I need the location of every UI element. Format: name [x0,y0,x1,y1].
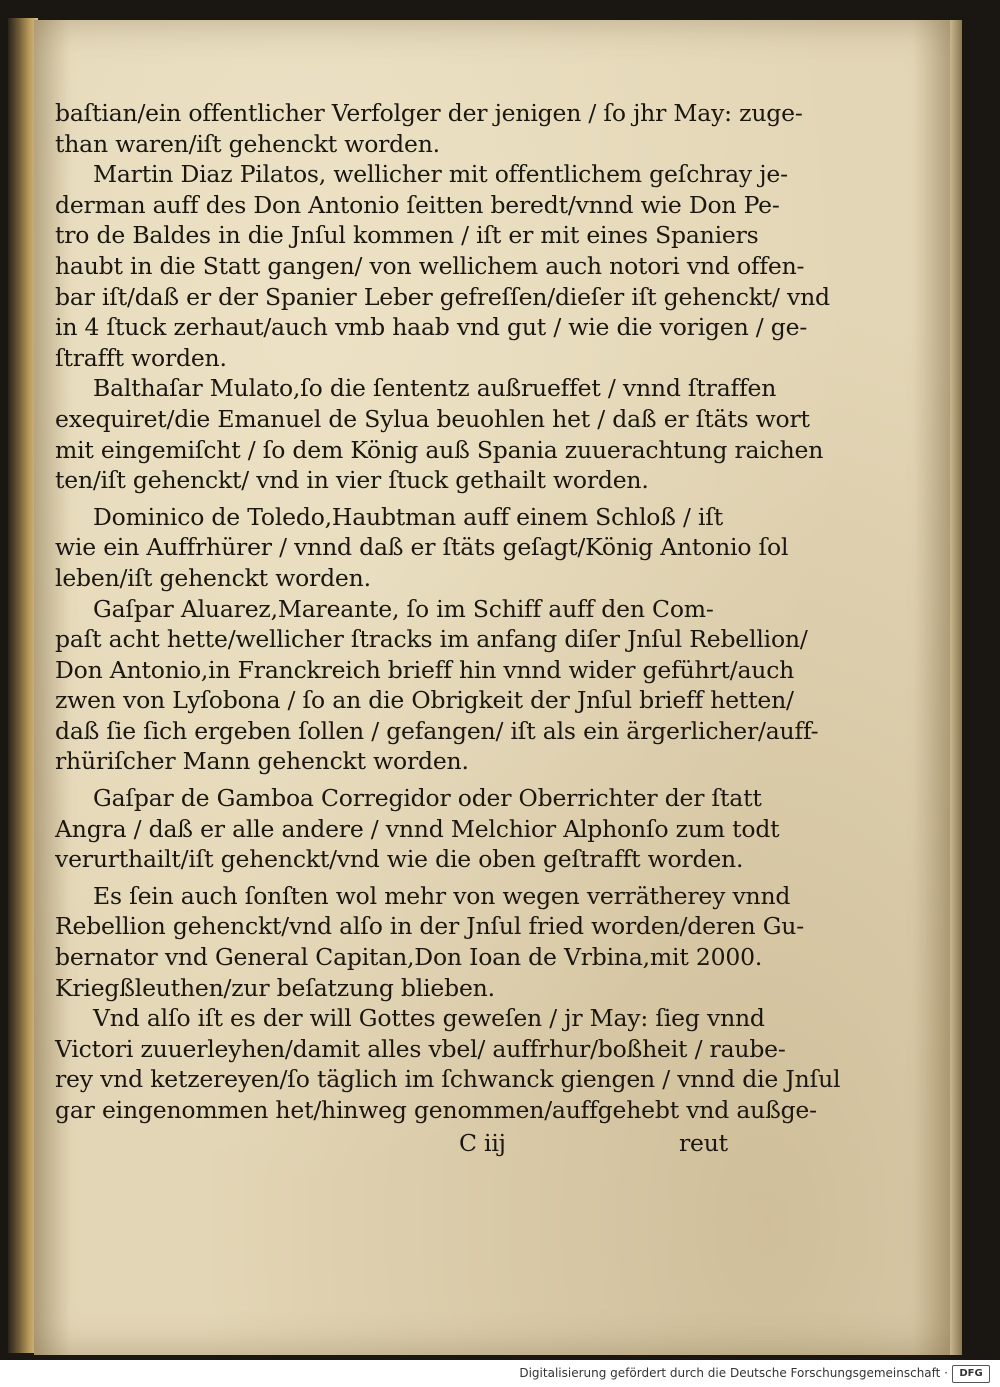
paragraph [55,881,804,1003]
digitization-credit: Digitalisierung gefördert durch die Deutsche Forschungsgemeinschaft · [519,1366,948,1380]
text-line: tro de Baldes in die Jnſul kommen / iſt er mit eines Spaniers [55,221,759,250]
catchword: reut [679,1128,728,1157]
text-line: Dominico de Toledo,Haubtman auff einem Schloß / iſt [93,502,724,531]
paragraph [55,159,830,373]
text-line: zwen von Lyſobona / ſo an die Obrigkeit der Jnſul brieff hetten/ [55,686,794,715]
text-line: paſt acht hette/wellicher ſtracks im anfang diſer Jnſul Rebellion/ [55,625,808,654]
page-edge-right [950,20,962,1355]
paragraph [55,98,803,159]
text-line: Gaſpar de Gamboa Corregidor oder Oberrichter der ſtatt [93,784,762,813]
text-line: Kriegßleuthen/zur beſatzung blieben. [55,973,495,1002]
text-line: mit eingemiſcht / ſo dem König auß Spania zuuerachtung raichen [55,435,824,464]
text-line: leben/iſt gehenckt worden. [55,563,371,592]
paragraph [55,1003,841,1125]
text-line: daß ſie ſich ergeben ſollen / gefangen/ iſt als ein ärgerlicher/auff- [55,716,819,745]
text-line: in 4 ſtuck zerhaut/auch vmb haab vnd gut / wie die vorigen / ge- [55,313,808,342]
signature-mark: C iij [459,1128,506,1157]
page-text [55,98,841,1158]
text-line: Rebellion gehenckt/vnd alſo in der Jnſul fried worden/deren Gu- [55,912,804,941]
dfg-logo: DFG [952,1365,990,1383]
text-line: bar iſt/daß er der Spanier Leber gefreſſen/dieſer iſt gehenckt/ vnd [55,282,830,311]
text-line: than waren/iſt gehenckt worden. [55,129,440,158]
text-line: ſtrafft worden. [55,343,227,372]
text-line: rey vnd ketzereyen/ſo täglich im ſchwanck giengen / vnnd die Jnſul [55,1065,841,1094]
text-line: Balthaſar Mulato,ſo die ſententz außrueffet / vnnd ſtraffen [93,374,777,403]
text-line: haubt in die Statt gangen/ von wellichem auch notori vnd offen- [55,251,805,280]
text-line: verurthailt/iſt gehenckt/vnd wie die oben geſtrafft worden. [55,845,744,874]
paragraph [55,373,824,495]
digitization-footer [0,1362,1000,1387]
text-line: Victori zuuerleyhen/damit alles vbel/ auffrhur/boßheit / raube- [55,1034,786,1063]
text-line: rhüriſcher Mann gehenckt worden. [55,747,469,776]
page-footer-line [55,1128,735,1159]
text-line: gar eingenommen het/hinweg genommen/auffgehebt vnd außge- [55,1096,817,1124]
text-line: bernator vnd General Capitan,Don Ioan de Vrbina,mit 2000. [55,943,763,972]
text-line: wie ein Auffrhürer / vnnd daß er ſtäts geſagt/König Antonio ſol [55,533,789,562]
text-line: Angra / daß er alle andere / vnnd Melchior Alphonſo zum todt [55,814,780,843]
text-line: Martin Diaz Pilatos, wellicher mit offentlichem geſchray je- [93,160,788,189]
paragraph [55,594,819,778]
text-line: derman auff des Don Antonio ſeitten beredt/vnnd wie Don Pe- [55,190,780,219]
text-line: Gaſpar Aluarez,Mareante, ſo im Schiff auff den Com- [93,594,714,623]
text-line: Don Antonio,in Franckreich brieff hin vnnd wider geführt/auch [55,655,795,684]
text-line: Vnd alſo iſt es der will Gottes geweſen / jr May: ſieg vnnd [93,1004,765,1033]
paragraph [55,783,780,875]
paragraph [55,502,789,594]
text-line: ten/iſt gehenckt/ vnd in vier ſtuck gethailt worden. [55,466,649,495]
text-line: exequiret/die Emanuel de Sylua beuohlen het / daß er ſtäts wort [55,404,810,433]
text-line: baſtian/ein offentlicher Verfolger der jenigen / ſo jhr May: zuge- [55,99,803,127]
text-line: Es ſein auch ſonſten wol mehr von wegen verrätherey vnnd [93,881,791,910]
